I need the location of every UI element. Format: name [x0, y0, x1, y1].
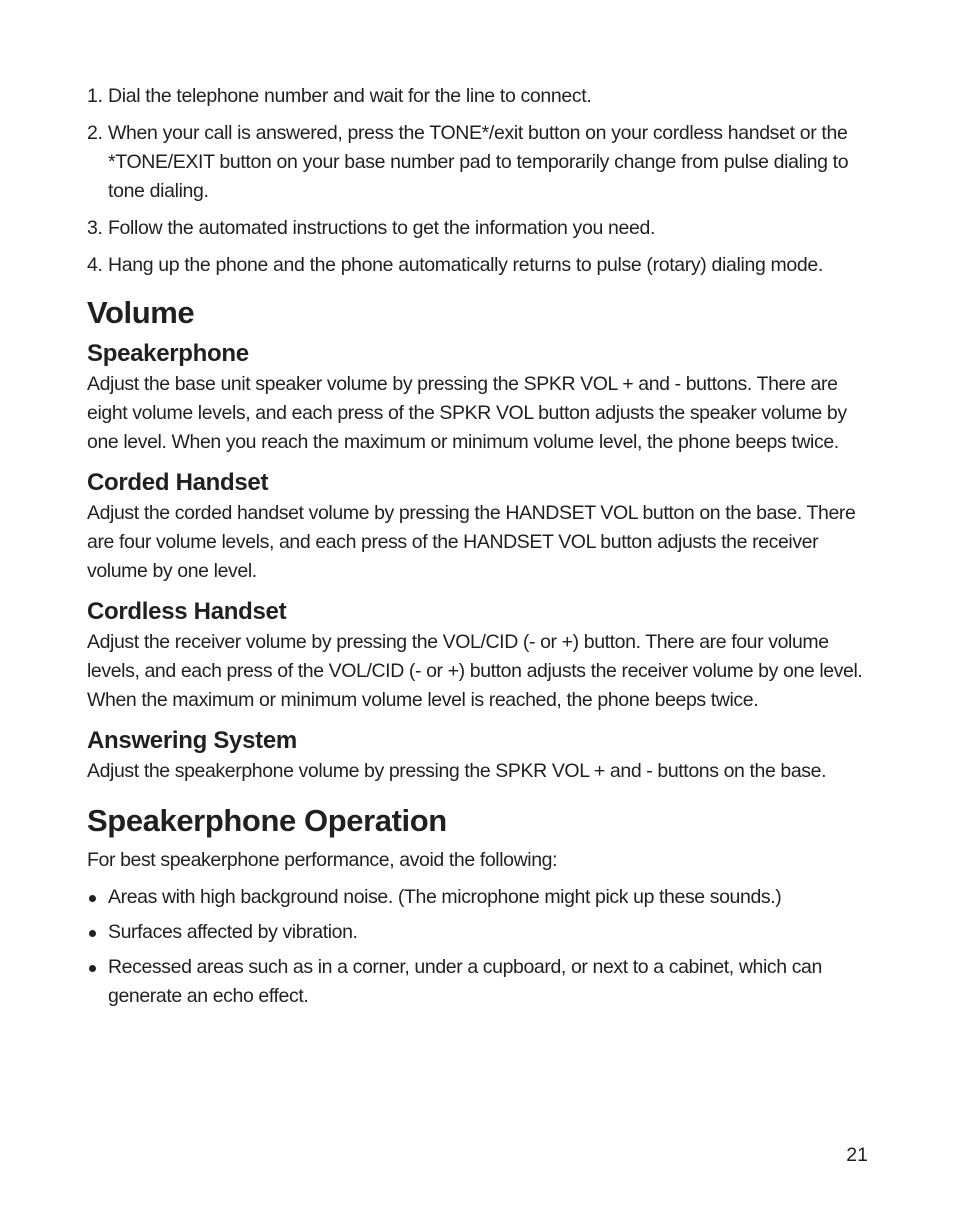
bullet-icon	[89, 930, 96, 937]
manual-page	[87, 82, 877, 1017]
answering-system-section	[87, 725, 877, 786]
bullet-icon	[89, 895, 96, 902]
avoid-list	[87, 883, 877, 1011]
step-number: 1.	[87, 85, 103, 107]
section-title: Speakerphone	[87, 340, 249, 367]
step-item	[87, 214, 877, 243]
step-item	[87, 119, 877, 206]
step-number: 4.	[87, 254, 103, 276]
volume-heading: Volume	[87, 295, 195, 330]
step-text: Hang up the phone and the phone automatically returns to pulse (rotary) dialing mode.	[108, 254, 823, 276]
step-text: Follow the automated instructions to get the information you need.	[108, 217, 656, 239]
page-number: 21	[846, 1144, 868, 1166]
list-item-text: Recessed areas such as in a corner, under a cupboard, or next to a cabinet, which can generate an echo effect.	[108, 956, 822, 1007]
tone-dialing-steps	[87, 82, 877, 280]
cordless-handset-section	[87, 596, 877, 715]
section-text: Adjust the receiver volume by pressing the VOL/CID (- or +) button. There are four volume levels, and each press of the VOL/CID (- or +) button adjusts the receiver volume by one level. When the maximum or minimum volume level is reached, the phone beeps twice.	[87, 631, 863, 711]
section-text: Adjust the speakerphone volume by pressing the SPKR VOL + and - buttons on the base.	[87, 760, 827, 782]
bullet-icon	[89, 965, 96, 972]
section-text: Adjust the corded handset volume by pressing the HANDSET VOL button on the base. There are four volume levels, and each press of the HANDSET VOL button adjusts the receiver volume by one level.	[87, 502, 856, 582]
speakerphone-section	[87, 338, 877, 457]
step-number: 2.	[87, 122, 103, 144]
step-number: 3.	[87, 217, 103, 239]
section-title: Corded Handset	[87, 469, 269, 496]
step-text: When your call is answered, press the TONE*/exit button on your cordless handset or the *TONE/EXIT button on your base number pad to temporarily change from pulse dialing to tone dialing.	[108, 122, 849, 202]
step-item	[87, 82, 877, 111]
speakerphone-operation-intro: For best speakerphone performance, avoid the following:	[87, 849, 558, 871]
section-title: Cordless Handset	[87, 598, 287, 625]
list-item	[87, 953, 877, 1011]
list-item-text: Areas with high background noise. (The microphone might pick up these sounds.)	[108, 886, 782, 908]
step-text: Dial the telephone number and wait for the line to connect.	[108, 85, 592, 107]
list-item	[87, 918, 877, 947]
list-item-text: Surfaces affected by vibration.	[108, 921, 358, 943]
section-title: Answering System	[87, 727, 297, 754]
corded-handset-section	[87, 467, 877, 586]
speakerphone-operation-heading: Speakerphone Operation	[87, 803, 447, 838]
list-item	[87, 883, 877, 912]
section-text: Adjust the base unit speaker volume by pressing the SPKR VOL + and - buttons. There are eight volume levels, and each press of the SPKR VOL button adjusts the speaker volume by one level. When you reach the maximum or minimum volume level, the phone beeps twice.	[87, 373, 847, 453]
step-item	[87, 251, 877, 280]
